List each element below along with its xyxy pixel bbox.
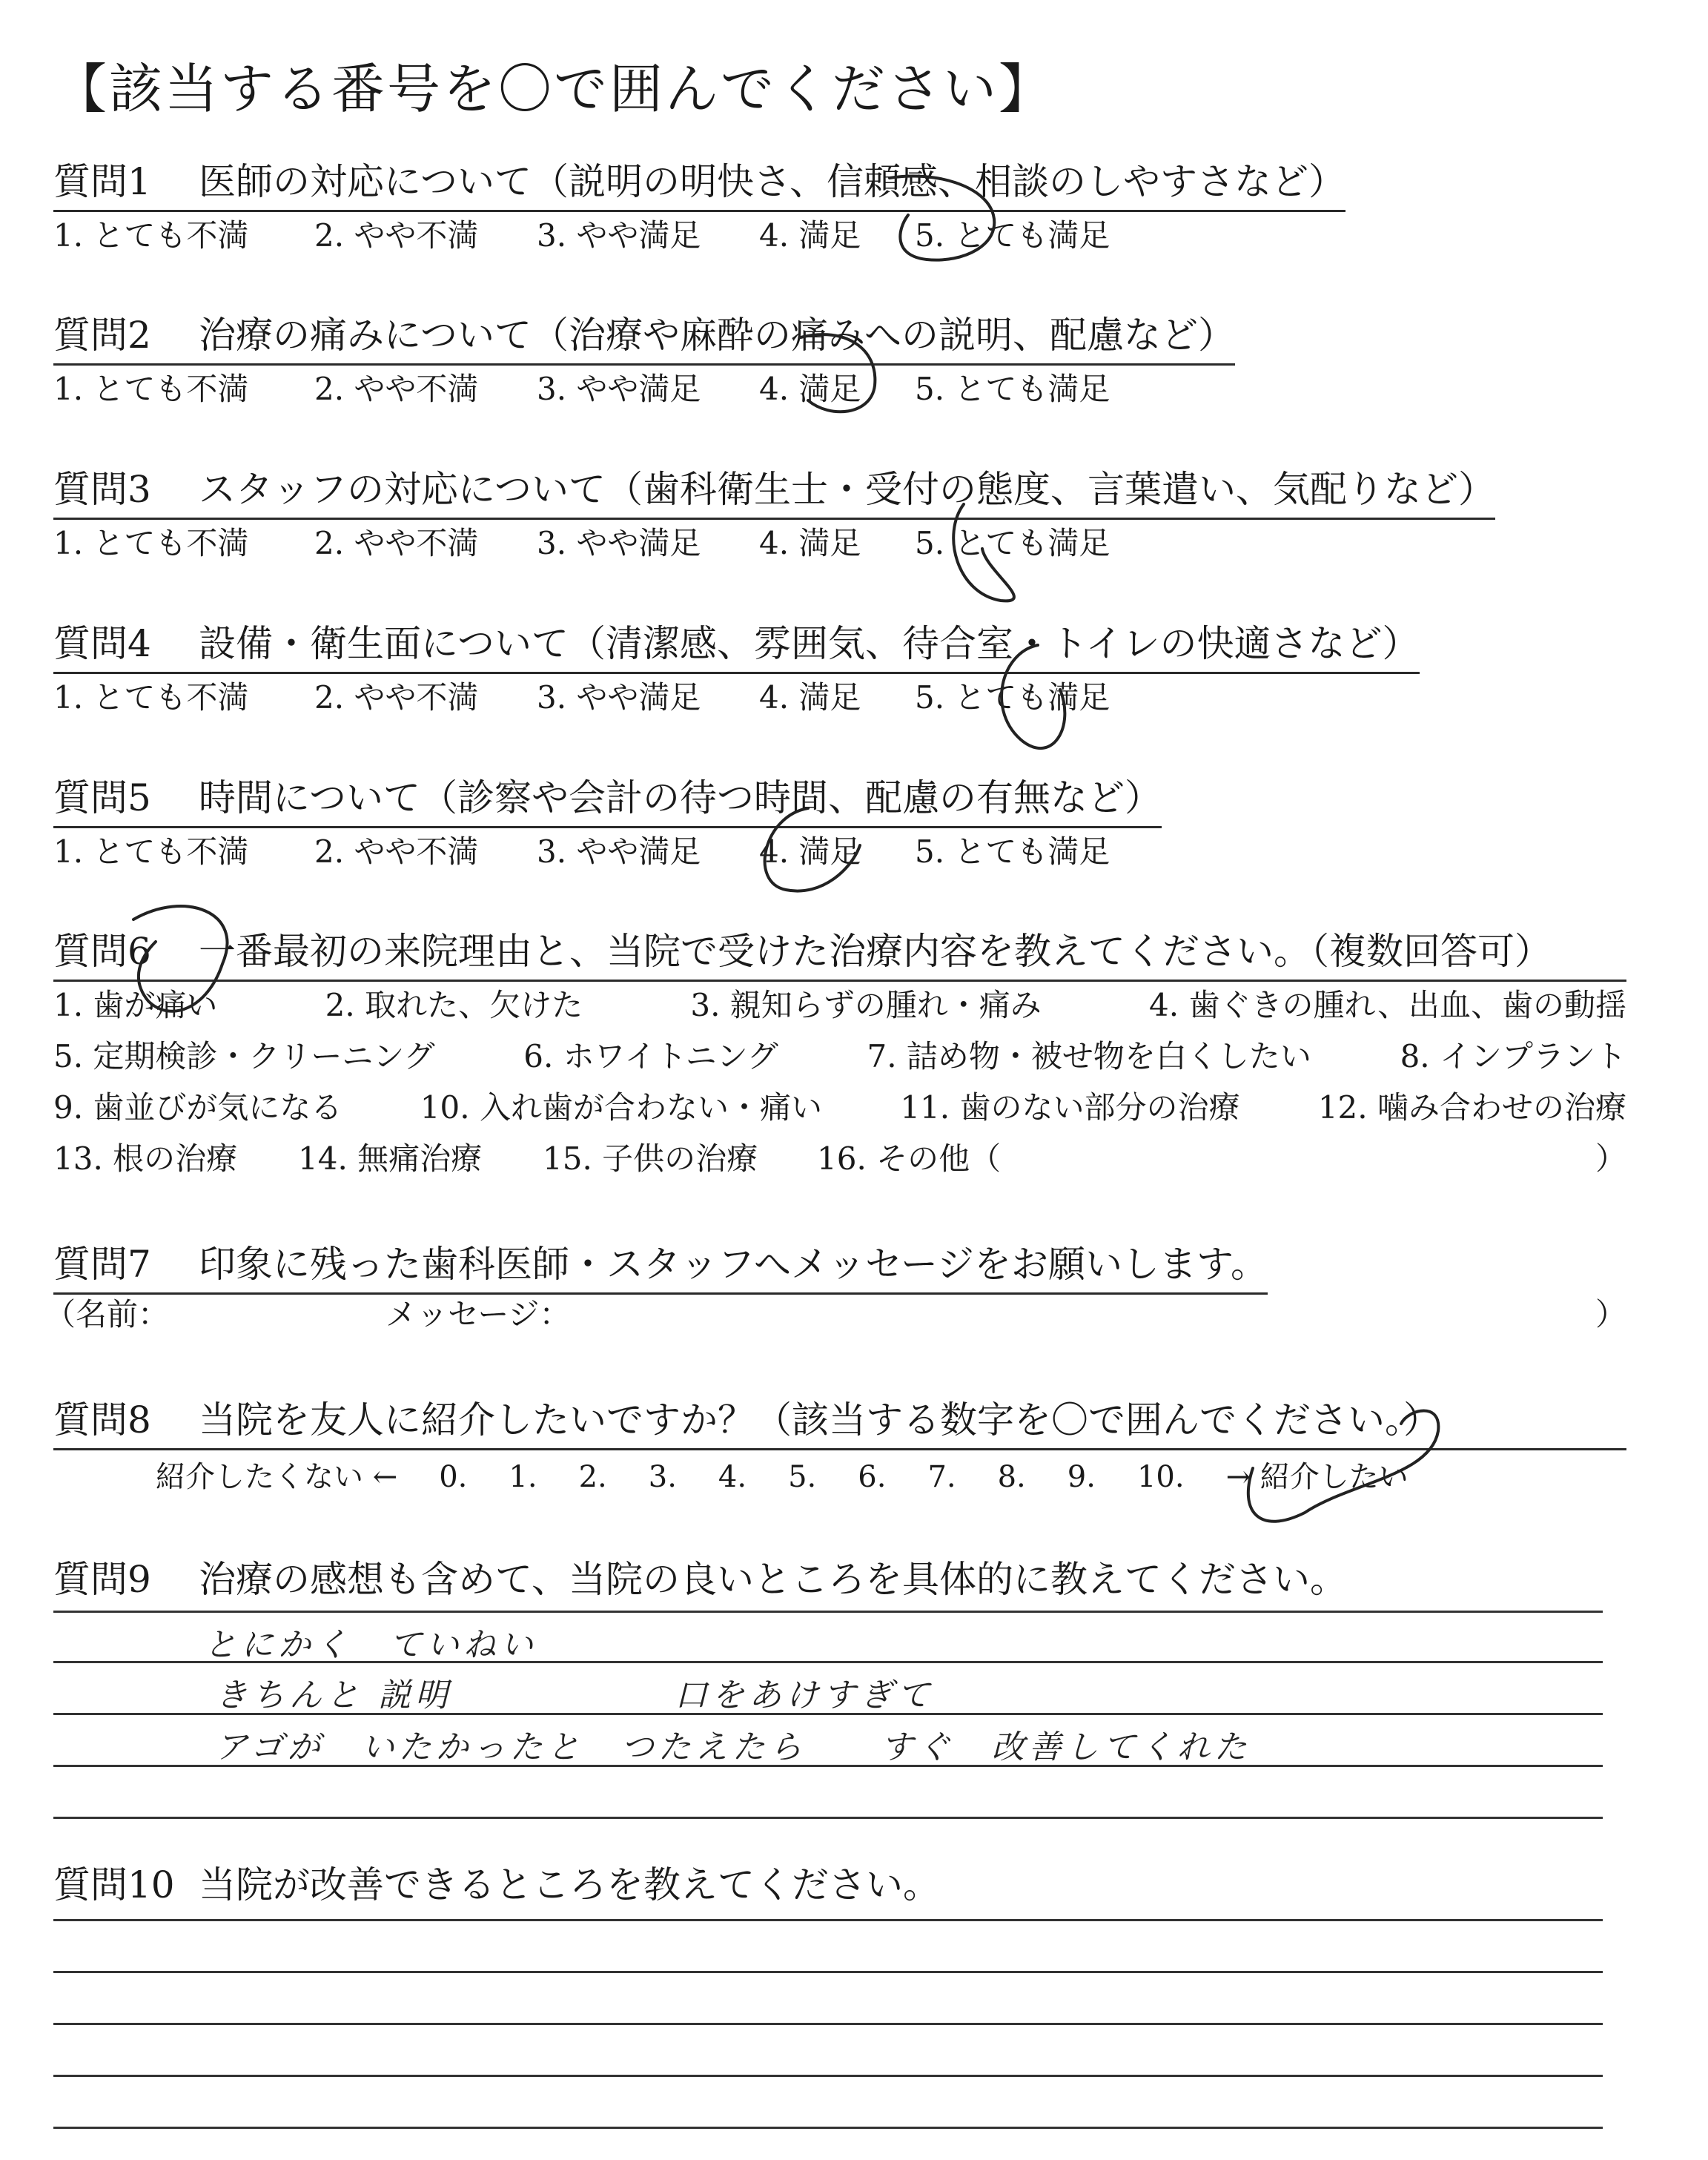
question-number: 質問7 (53, 1243, 151, 1286)
q6-option[interactable]: 7. 詰め物・被せ物を白くしたい (867, 1038, 1311, 1074)
question-number: 質問9 (53, 1558, 151, 1601)
q8-value[interactable]: 1. (509, 1460, 537, 1494)
q8-value[interactable]: 10. (1136, 1460, 1185, 1494)
q8-value[interactable]: 8. (997, 1460, 1026, 1494)
question-number: 質問2 (53, 314, 151, 357)
option-5[interactable]: 5. とても満足 (915, 371, 1110, 407)
q2-selection-circle (801, 334, 875, 412)
q7-close-paren: ） (1595, 1296, 1626, 1332)
q8-value[interactable]: 4. (718, 1460, 747, 1494)
option-4[interactable]: 4. 満足 (759, 679, 861, 716)
q4-selection-circle (1002, 645, 1065, 748)
q7-name-label: （名前： (44, 1296, 170, 1332)
option-2[interactable]: 2. やや不満 (314, 371, 479, 407)
q8-value[interactable]: 3. (648, 1460, 677, 1494)
question-number: 質問4 (53, 622, 151, 665)
option-5[interactable]: 5. とても満足 (915, 525, 1110, 561)
option-3[interactable]: 3. やや満足 (537, 217, 701, 254)
option-5[interactable]: 5. とても満足 (915, 217, 1110, 254)
option-4[interactable]: 4. 満足 (759, 833, 861, 870)
option-3[interactable]: 3. やや満足 (537, 833, 701, 870)
option-5[interactable]: 5. とても満足 (915, 679, 1110, 716)
q3-selection-circle (953, 504, 1014, 601)
q1-selection-circle (890, 176, 994, 260)
question-number: 質問10 (53, 1863, 175, 1906)
q6-option[interactable]: 15. 子供の治療 (543, 1140, 758, 1177)
q6-selection-circle (133, 906, 227, 1011)
question-text: 医師の対応について（説明の明快さ、信頼感、相談のしやすさなど） (199, 160, 1345, 203)
option-1[interactable]: 1. とても不満 (53, 217, 249, 254)
question-number: 質問1 (53, 160, 151, 203)
q7-message-label: メッセージ： (385, 1296, 571, 1332)
q6-option[interactable]: 8. インプラント (1400, 1038, 1626, 1074)
q5-selection-circle (765, 808, 860, 891)
q8-value[interactable]: 0. (439, 1460, 468, 1494)
q6-option[interactable]: 14. 無痛治療 (298, 1140, 483, 1177)
option-1[interactable]: 1. とても不満 (53, 833, 249, 870)
option-4[interactable]: 4. 満足 (759, 371, 861, 407)
option-1[interactable]: 1. とても不満 (53, 525, 249, 561)
question-text: 設備・衛生面について（清潔感、雰囲気、待合室・トイレの快適さなど） (199, 622, 1420, 665)
option-4[interactable]: 4. 満足 (759, 525, 861, 561)
q6-option[interactable]: 12. 噛み合わせの治療 (1317, 1089, 1626, 1126)
q8-value[interactable]: 7. (927, 1460, 956, 1494)
q8-high-label[interactable]: → 紹介したい (1225, 1460, 1409, 1494)
q6-option[interactable]: 2. 取れた、欠けた (325, 987, 583, 1023)
option-1[interactable]: 1. とても不満 (53, 371, 249, 407)
question-text: 時間について（診察や会計の待つ時間、配慮の有無など） (199, 776, 1162, 819)
q6-option[interactable]: 3. 親知らずの腫れ・痛み (690, 987, 1042, 1023)
question-number: 質問8 (53, 1398, 151, 1441)
q8-value[interactable]: 6. (858, 1460, 887, 1494)
q6-option[interactable]: 6. ホワイトニング (523, 1038, 778, 1074)
option-2[interactable]: 2. やや不満 (314, 525, 479, 561)
q6-option[interactable]: 16. その他（ (817, 1140, 1002, 1177)
option-4[interactable]: 4. 満足 (759, 217, 861, 254)
page-title: 【該当する番号を〇で囲んでください】 (53, 58, 1055, 120)
handwritten-answer-line-3: アゴが いたかったと つたえたら すぐ 改善してくれた (215, 1728, 1251, 1766)
q6-option[interactable]: 1. 歯が痛い (53, 987, 218, 1023)
q8-value[interactable]: 9. (1067, 1460, 1096, 1494)
question-number: 質問3 (53, 468, 151, 511)
option-3[interactable]: 3. やや満足 (537, 525, 701, 561)
option-2[interactable]: 2. やや不満 (314, 217, 479, 254)
q8-value[interactable]: 2. (578, 1460, 607, 1494)
q8-value[interactable]: 5. (788, 1460, 817, 1494)
question-number: 質問6 (53, 930, 151, 973)
q6-option[interactable]: 11. 歯のない部分の治療 (900, 1089, 1240, 1126)
handwritten-answer-line-1: とにかく ていねい (204, 1626, 537, 1664)
question-text: 治療の痛みについて（治療や麻酔の痛みへの説明、配慮など） (199, 314, 1235, 357)
option-1[interactable]: 1. とても不満 (53, 679, 249, 716)
question-text: 印象に残った歯科医師・スタッフへメッセージをお願いします。 (199, 1243, 1268, 1286)
q6-option[interactable]: 13. 根の治療 (53, 1140, 238, 1177)
q8-selection-circle (1248, 1411, 1439, 1522)
q6-option[interactable]: 10. 入れ歯が合わない・痛い (420, 1089, 822, 1126)
q6-option[interactable]: 5. 定期検診・クリーニング (53, 1038, 435, 1074)
q6-option[interactable]: 4. 歯ぐきの腫れ、出血、歯の動揺 (1149, 987, 1626, 1023)
q8-low-label: 紹介したくない ← (156, 1460, 398, 1494)
question-text: スタッフの対応について（歯科衛生士・受付の態度、言葉遣い、気配りなど） (199, 468, 1495, 511)
option-2[interactable]: 2. やや不満 (314, 679, 479, 716)
option-3[interactable]: 3. やや満足 (537, 679, 701, 716)
option-3[interactable]: 3. やや満足 (537, 371, 701, 407)
option-2[interactable]: 2. やや不満 (314, 833, 479, 870)
option-5[interactable]: 5. とても満足 (915, 833, 1110, 870)
question-text: 当院を友人に紹介したいですか？（該当する数字を〇で囲んでください。） (199, 1398, 1440, 1441)
question-text: 一番最初の来院理由と、当院で受けた治療内容を教えてください。（複数回答可） (199, 930, 1552, 973)
handwritten-answer-line-2: きちんと 説明 口をあけすぎて (215, 1677, 934, 1714)
question-number: 質問5 (53, 776, 151, 819)
q6-other-close-paren: ） (1595, 1140, 1626, 1177)
q6-option[interactable]: 9. 歯並びが気になる (53, 1089, 342, 1126)
question-text: 当院が改善できるところを教えてください。 (199, 1863, 940, 1906)
question-text: 治療の感想も含めて、当院の良いところを具体的に教えてください。 (199, 1558, 1347, 1601)
